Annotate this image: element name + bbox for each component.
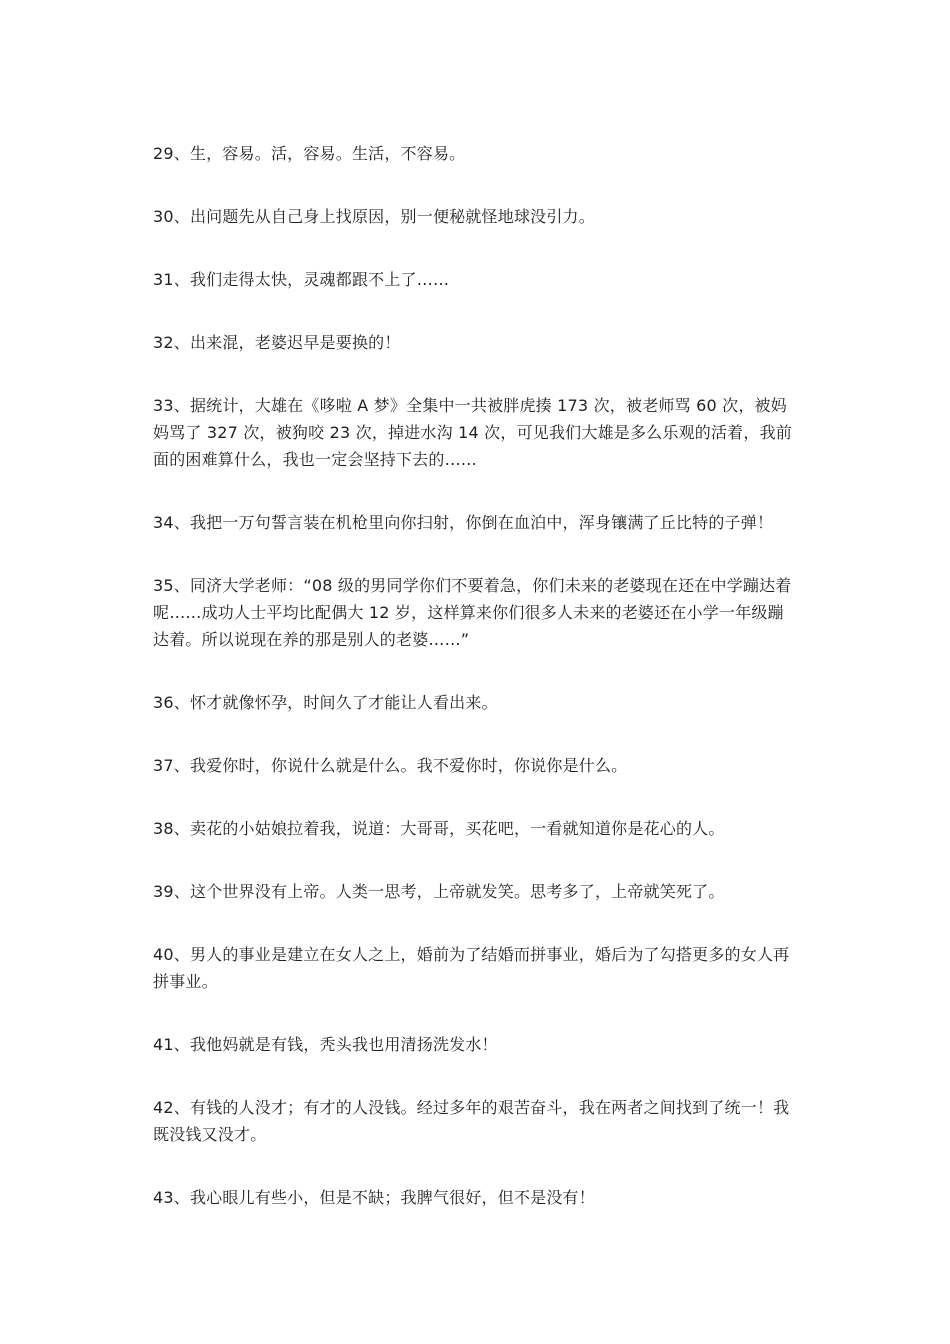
list-item: 36、怀才就像怀孕，时间久了才能让人看出来。 bbox=[153, 693, 498, 712]
list-item: 32、出来混，老婆迟早是要换的！ bbox=[153, 333, 401, 352]
list-item: 30、出问题先从自己身上找原因，别一便秘就怪地球没引力。 bbox=[153, 207, 595, 226]
list-item: 43、我心眼儿有些小，但是不缺；我脾气很好，但不是没有！ bbox=[153, 1188, 595, 1207]
list-item: 31、我们走得太快，灵魂都跟不上了…… bbox=[153, 270, 450, 289]
list-item: 40、男人的事业是建立在女人之上，婚前为了结婚而拼事业，婚后为了勾搭更多的女人再拼事业。 bbox=[153, 945, 790, 991]
list-item: 29、生，容易。活，容易。生活，不容易。 bbox=[153, 144, 466, 163]
document-body bbox=[153, 140, 798, 1247]
list-item: 37、我爱你时，你说什么就是什么。我不爱你时，你说你是什么。 bbox=[153, 756, 628, 775]
list-item: 38、卖花的小姑娘拉着我，说道：大哥哥，买花吧，一看就知道你是花心的人。 bbox=[153, 819, 725, 838]
list-item: 35、同济大学老师：“08 级的男同学你们不要着急，你们未来的老婆现在还在中学蹦达着呢……成功人士平均比配偶大 12 岁，这样算来你们很多人未来的老婆还在小学一年级蹦达着。所以说现在养的那是别人的老婆……” bbox=[153, 576, 792, 649]
list-item: 41、我他妈就是有钱，秃头我也用清扬洗发水！ bbox=[153, 1035, 498, 1054]
list-item: 33、据统计，大雄在《哆啦 A 梦》全集中一共被胖虎揍 173 次，被老师骂 60 次，被妈妈骂了 327 次，被狗咬 23 次，掉进水沟 14 次，可见我们大雄是多么乐观的活着，我前面的困难算什么，我也一定会坚持下去的…… bbox=[153, 396, 792, 469]
list-item: 42、有钱的人没才；有才的人没钱。经过多年的艰苦奋斗，我在两者之间找到了统一！我既没钱又没才。 bbox=[153, 1098, 790, 1144]
list-item: 34、我把一万句誓言装在机枪里向你扫射，你倒在血泊中，浑身镶满了丘比特的子弹！ bbox=[153, 513, 774, 532]
list-item: 39、这个世界没有上帝。人类一思考，上帝就发笑。思考多了，上帝就笑死了。 bbox=[153, 882, 725, 901]
